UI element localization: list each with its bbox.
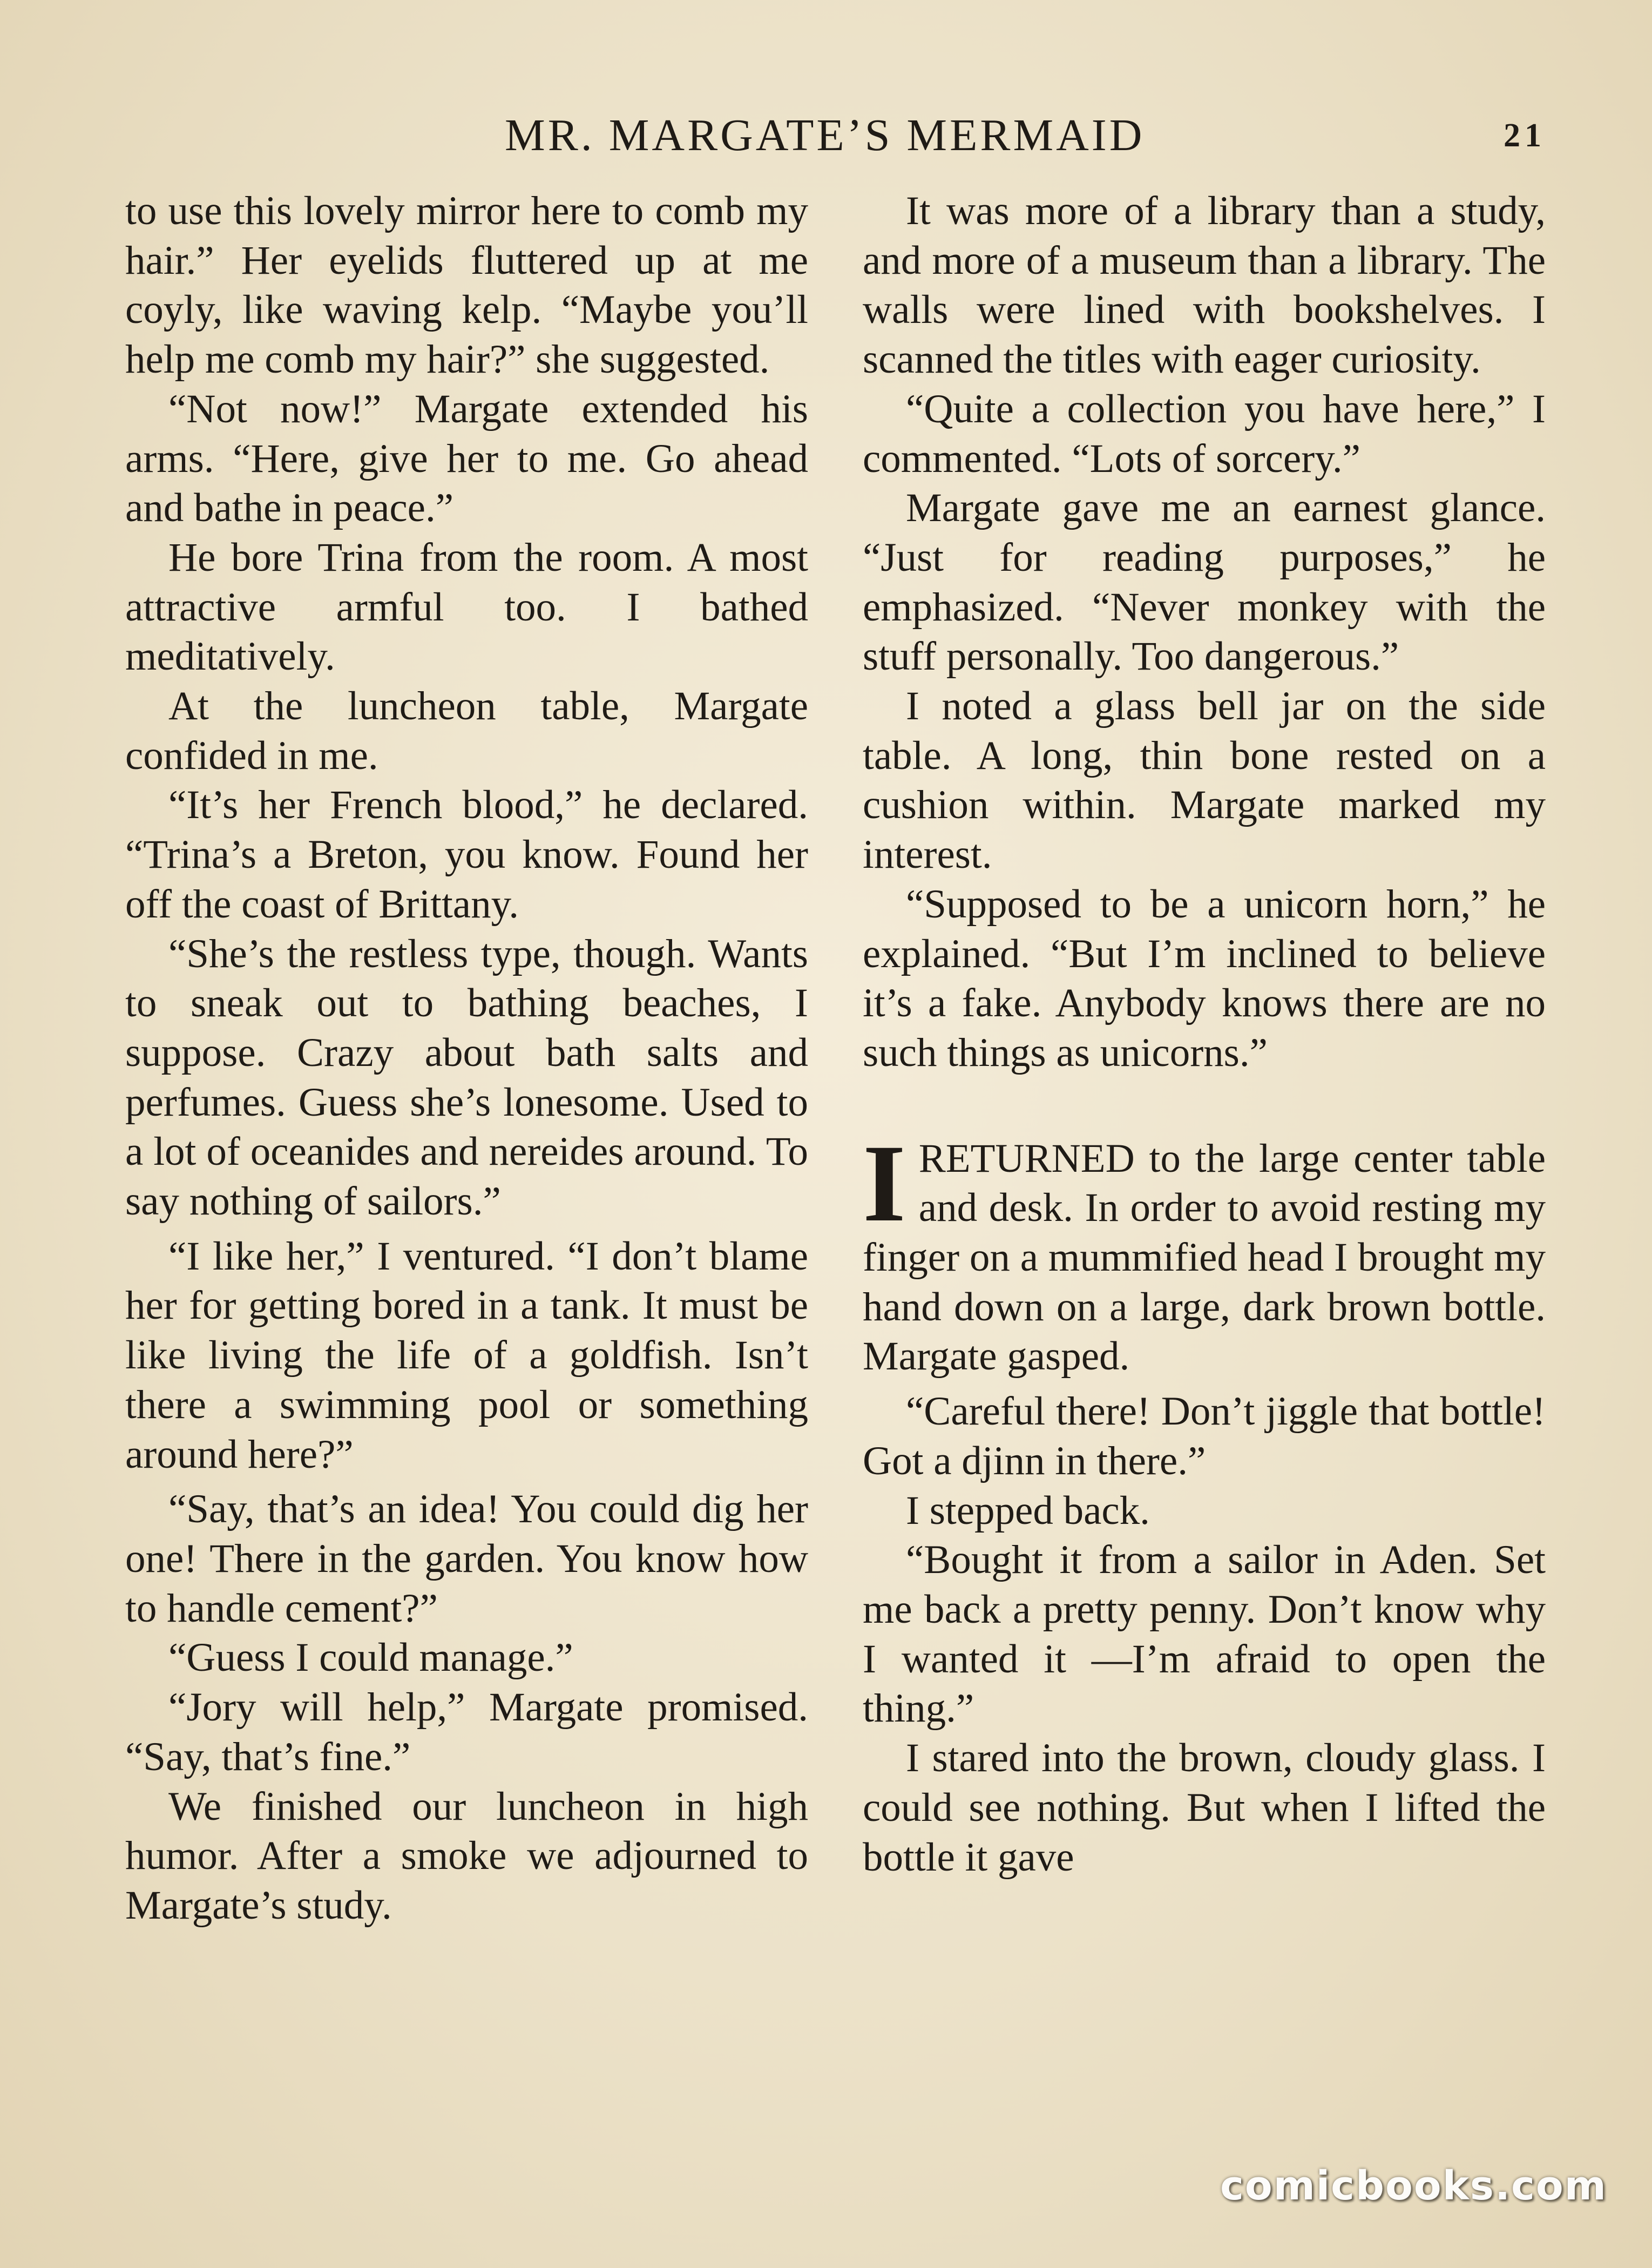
paragraph: I noted a glass bell jar on the side table. A long, thin bone rested on a cushion within. Margate marked my interest. [863, 684, 1546, 878]
paragraph: We finished our luncheon in high humor. After a smoke we adjourned to Margate’s study. [125, 1784, 808, 1928]
paragraph: At the luncheon table, Margate confided in me. [125, 684, 808, 778]
paragraph: to use this lovely mirror here to comb my hair.” Her eyelids fluttered up at me coyly, like waving kelp. “Maybe you’ll help me comb my hair?” she suggested. [125, 188, 808, 382]
paragraph: “Supposed to be a unicorn horn,” he explained. “But I’m inclined to believe it’s a fake. Anybody knows there are no such things as unicorns.” [863, 881, 1546, 1075]
paragraph: “Guess I could manage.” [168, 1635, 573, 1680]
paragraph: Margate gave me an earnest glance. “Just for reading purposes,” he emphasized. “Never monkey with the stuff personally. Too dangerous.” [863, 485, 1546, 679]
paragraph: “Careful there! Don’t jiggle that bottle! Got a djinn in there.” [863, 1389, 1546, 1483]
page-number: 21 [1504, 117, 1546, 154]
section-opening-text: RETURNED to the large center table and desk. In order to avoid resting my finger on a mummified head I brought my hand down on a large, dark brown bottle. Margate gasped. [863, 1136, 1546, 1379]
paragraph: I stared into the brown, cloudy glass. I could see nothing. But when I lifted the bottle it gave [863, 1736, 1546, 1880]
paragraph: I stepped back. [906, 1488, 1150, 1533]
left-column [125, 186, 808, 2141]
paragraph: “Quite a collection you have here,” I commented. “Lots of sorcery.” [863, 386, 1546, 481]
paragraph: “Not now!” Margate extended his arms. “Here, give her to me. Go ahead and bathe in peace.” [125, 386, 808, 531]
site-watermark: comicbooks.com [1220, 2163, 1607, 2209]
right-column [863, 186, 1546, 2141]
paragraph: “She’s the restless type, though. Wants to sneak out to bathing beaches, I suppose. Crazy about bath salts and perfumes. Guess she’s lonesome. Used to a lot of oceanides and nereides around. To say nothing of sailors.” [125, 931, 808, 1224]
paragraph: “Say, that’s an idea! You could dig her one! There in the garden. You know how to handle cement?” [125, 1487, 808, 1631]
running-title: MR. MARGATE’S MERMAID [505, 110, 1145, 160]
paragraph: “Bought it from a sailor in Aden. Set me back a pretty penny. Don’t know why I wanted it —I’m afraid to open the thing.” [863, 1537, 1546, 1731]
paragraph: “I like her,” I ventured. “I don’t blame her for getting bored in a tank. It must be like living the life of a goldfish. Isn’t there a swimming pool or something around here?” [125, 1233, 808, 1477]
paragraph: It was more of a library than a study, and more of a museum than a library. The walls were lined with bookshelves. I scanned the titles with eager curiosity. [863, 188, 1546, 382]
page-header [0, 106, 1652, 165]
paragraph: “Jory will help,” Margate promised. “Say, that’s fine.” [125, 1685, 808, 1779]
paragraph: “It’s her French blood,” he declared. “Trina’s a Breton, you know. Found her off the coast of Brittany. [125, 782, 808, 927]
drop-cap: I [863, 1122, 906, 1245]
section-opening-paragraph [863, 1122, 1546, 1382]
paragraph: He bore Trina from the room. A most attractive armful too. I bathed meditatively. [125, 535, 808, 679]
